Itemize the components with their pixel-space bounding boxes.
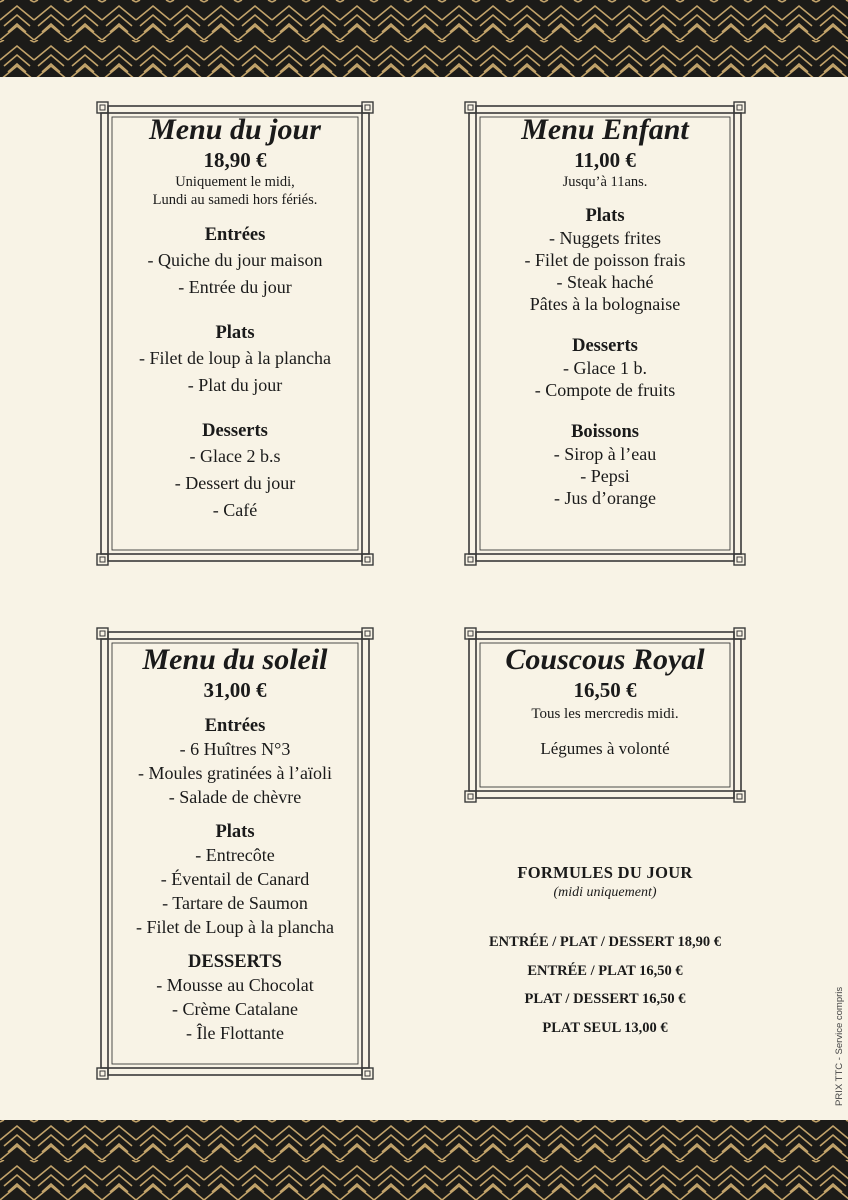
section-title: Entrées (204, 225, 266, 245)
menu-section (462, 205, 748, 315)
section-title: Entrées (204, 716, 266, 736)
menu-title: Menu du soleil (142, 643, 328, 676)
menu-item: - Glace 1 b. (563, 358, 647, 378)
geometric-pattern-bottom (0, 1120, 848, 1200)
menu-item: - Moules gratinées à l’aïoli (138, 763, 332, 783)
menu-item: - 6 Huîtres N°3 (179, 739, 291, 759)
section-title: Plats (215, 323, 255, 343)
menu-du-jour-card (94, 99, 376, 568)
menu-note: Tous les mercredis midi. (531, 706, 679, 722)
formules-title: FORMULES DU JOUR (517, 863, 693, 882)
menu-item: Légumes à volonté (540, 739, 670, 758)
menu-section (94, 715, 376, 809)
menu-item: - Entrée du jour (178, 277, 292, 297)
couscous-royal-card (462, 625, 748, 805)
formules-du-jour (450, 862, 760, 1042)
menu-note: Jusqu’à 11ans. (562, 174, 648, 190)
menu-item: - Filet de poisson frais (524, 250, 686, 270)
section-title: Desserts (572, 336, 638, 356)
menu-note: Lundi au samedi hors fériés. (152, 192, 318, 208)
section-title: Boissons (571, 422, 639, 442)
section-title: Plats (585, 206, 625, 226)
menu-item: - Crème Catalane (172, 999, 298, 1019)
formules-subtitle: (midi uniquement) (553, 885, 657, 900)
menu-item: - Quiche du jour maison (147, 250, 323, 270)
formule-item: ENTRÉE / PLAT 16,50 € (527, 962, 683, 979)
menu-enfant-card (462, 99, 748, 568)
menu-item: - Nuggets frites (549, 228, 661, 248)
menu-item: - Jus d’orange (554, 488, 656, 508)
menu-price: 31,00 € (203, 678, 267, 702)
formules-list (450, 928, 760, 1042)
menu-item: - Café (212, 500, 258, 520)
menu-section (94, 951, 376, 1045)
menu-du-soleil-card (94, 625, 376, 1082)
menu-item: - Salade de chèvre (168, 787, 302, 807)
menu-item: - Steak haché (556, 272, 654, 292)
menu-item: - Éventail de Canard (160, 869, 310, 889)
menu-section (94, 223, 376, 301)
menu-item: - Filet de Loup à la plancha (136, 917, 334, 937)
menu-item: - Glace 2 b.s (189, 446, 281, 466)
bottom-decorative-band (0, 1120, 848, 1200)
menu-section (94, 821, 376, 939)
menu-item: - Plat du jour (187, 375, 283, 395)
formule-item: ENTRÉE / PLAT / DESSERT 18,90 € (489, 934, 721, 950)
menu-section (462, 421, 748, 509)
menu-item: - Filet de loup à la plancha (139, 348, 331, 368)
menu-price: 16,50 € (573, 678, 637, 702)
section-title: Desserts (202, 421, 268, 441)
menu-item: - Tartare de Saumon (162, 893, 308, 913)
menu-note: Uniquement le midi, (175, 174, 295, 190)
menu-item: Pâtes à la bolognaise (529, 294, 681, 314)
menu-item: - Compote de fruits (534, 380, 676, 400)
menu-item: - Sirop à l’eau (553, 444, 657, 464)
menu-item: - Pepsi (580, 466, 630, 486)
menu-item: - Mousse au Chocolat (156, 975, 314, 995)
menu-item: - Entrecôte (195, 845, 275, 865)
menu-item: - Dessert du jour (174, 473, 296, 493)
menu-section (94, 419, 376, 524)
section-title: DESSERTS (188, 952, 282, 972)
menu-section (94, 321, 376, 399)
menu-title: Menu Enfant (521, 113, 689, 146)
top-decorative-band (0, 0, 848, 77)
menu-price: 11,00 € (574, 148, 636, 172)
menu-section (462, 335, 748, 401)
formule-item: PLAT / DESSERT 16,50 € (524, 991, 686, 1007)
prix-ttc-note: PRIX TTC - Service compris (834, 986, 845, 1106)
menu-title: Couscous Royal (505, 643, 705, 676)
menu-price: 18,90 € (203, 148, 267, 172)
menu-item: - Île Flottante (186, 1023, 284, 1043)
geometric-pattern-top (0, 0, 848, 77)
menu-title: Menu du jour (149, 113, 321, 146)
section-title: Plats (215, 822, 255, 842)
formule-item: PLAT SEUL 13,00 € (542, 1019, 668, 1036)
